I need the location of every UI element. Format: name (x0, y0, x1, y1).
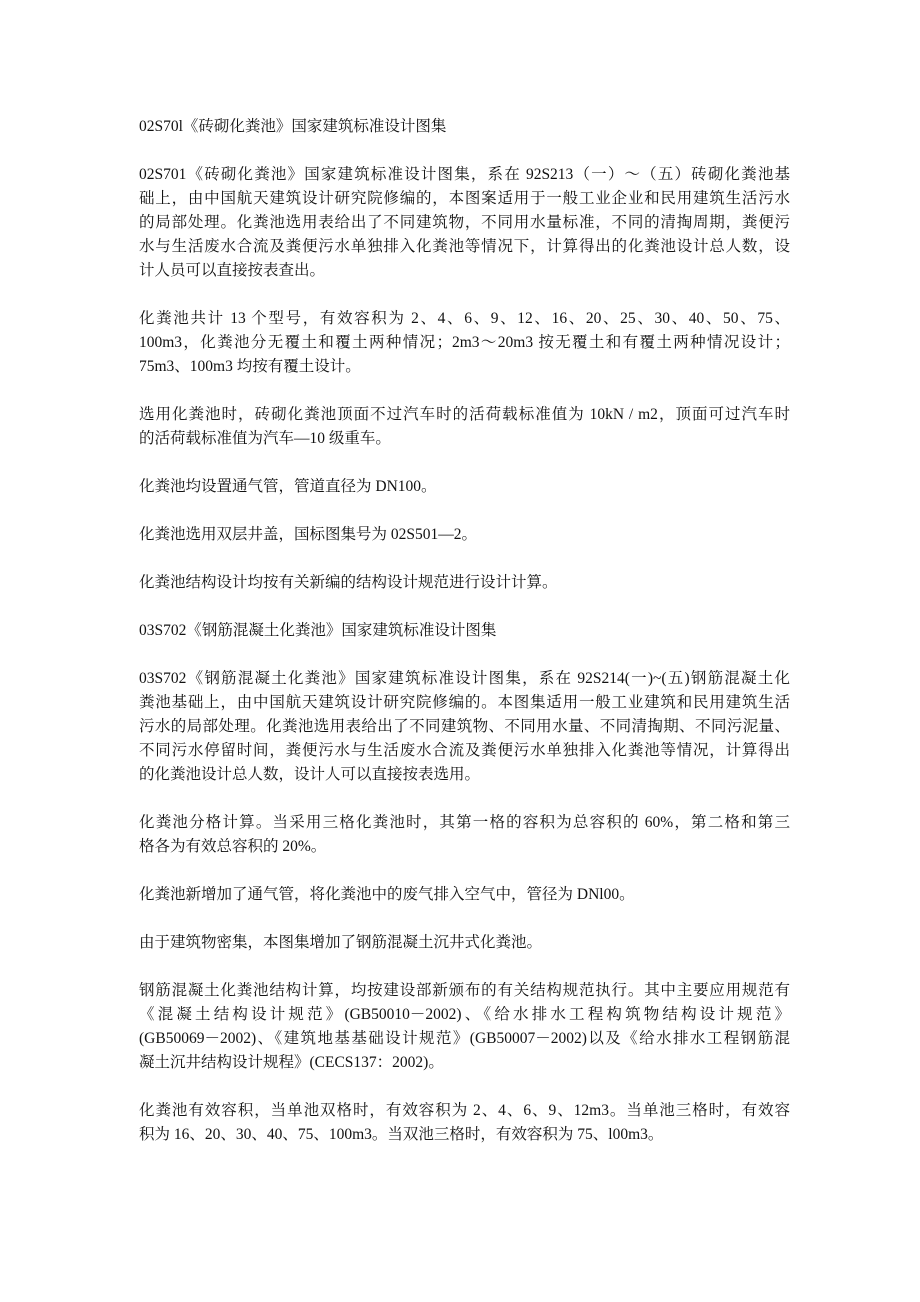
text-line: 化粪池分格计算。当采用三格化粪池时，其第一格的容积为总容积的 60%，第二格和第三 (139, 814, 790, 831)
section-heading (139, 619, 790, 643)
text-line: 03S702《钢筋混凝土化粪池》国家建筑标准设计图集，系在 92S214(一)~(五)钢筋混凝土化 (139, 670, 790, 687)
text-line: 粪池基础上，由中国航天建筑设计研究院修编的。本图集适用一般工业建筑和民用建筑生活 (139, 694, 790, 711)
text-line: 的局部处理。化粪池选用表给出了不同建筑物，不同用水量标准，不同的清掏周期，粪便污 (139, 214, 790, 231)
text-line: 03S702《钢筋混凝土化粪池》国家建筑标准设计图集 (139, 622, 497, 639)
text-line: 凝土沉井结构设计规程》(CECS137：2002)。 (139, 1054, 444, 1071)
paragraph (139, 1099, 790, 1147)
text-line: (GB50069－2002)、《建筑地基基础设计规范》(GB50007－2002)以及《给水排水工程钢筋混 (139, 1030, 790, 1047)
text-line: 水与生活废水合流及粪便污水单独排入化粪池等情况下，计算得出的化粪池设计总人数，设 (139, 238, 790, 255)
text-line: 02S70l《砖砌化粪池》国家建筑标准设计图集 (139, 118, 447, 135)
text-line: 《混凝土结构设计规范》(GB50010－2002)、《给水排水工程构筑物结构设计规范》 (139, 1006, 790, 1023)
paragraph (139, 163, 790, 283)
section-heading (139, 115, 790, 139)
text-line: 化粪池新增加了通气管，将化粪池中的废气排入空气中，管径为 DNl00。 (139, 886, 635, 903)
text-line: 的化粪池设计总人数，设计人可以直接按表选用。 (139, 766, 481, 783)
text-line: 化粪池选用双层井盖，国标图集号为 02S501—2。 (139, 526, 477, 543)
text-line: 污水的局部处理。化粪池选用表给出了不同建筑物、不同用水量、不同清掏期、不同污泥量、 (139, 718, 790, 735)
paragraph (139, 403, 790, 451)
paragraph (139, 811, 790, 859)
text-line: 75m3、100m3 均按有覆土设计。 (139, 358, 361, 375)
text-line: 化粪池结构设计均按有关新编的结构设计规范进行设计计算。 (139, 574, 558, 591)
text-line: 化粪池均设置通气管，管道直径为 DN100。 (139, 478, 437, 495)
text-line: 础上，由中国航天建筑设计研究院修编的，本图案适用于一般工业企业和民用建筑生活污水 (139, 190, 790, 207)
text-line: 计人员可以直接按表查出。 (139, 262, 326, 279)
text-line: 化粪池共计 13 个型号，有效容积为 2、4、6、9、12、16、20、25、30、40、50、75、 (139, 310, 790, 327)
paragraph (139, 475, 790, 499)
text-line: 由于建筑物密集，本图集增加了钢筋混凝土沉井式化粪池。 (139, 934, 543, 951)
text-line: 02S701《砖砌化粪池》国家建筑标准设计图集，系在 92S213（一）～（五）砖砌化粪池基 (139, 166, 790, 183)
paragraph (139, 883, 790, 907)
paragraph (139, 667, 790, 787)
text-line: 化粪池有效容积，当单池双格时，有效容积为 2、4、6、9、12m3。当单池三格时，有效容 (139, 1102, 790, 1119)
text-line: 的活荷载标准值为汽车—10 级重车。 (139, 430, 391, 447)
text-line: 钢筋混凝土化粪池结构计算，均按建设部新颁布的有关结构规范执行。其中主要应用规范有 (139, 982, 790, 999)
text-line: 积为 16、20、30、40、75、100m3。当双池三格时，有效容积为 75、l00m3。 (139, 1126, 664, 1143)
document-body (139, 115, 790, 1171)
paragraph (139, 571, 790, 595)
text-line: 不同污水停留时间，粪便污水与生活废水合流及粪便污水单独排入化粪池等情况，计算得出 (139, 742, 790, 759)
paragraph (139, 307, 790, 379)
paragraph (139, 931, 790, 955)
text-line: 选用化粪池时，砖砌化粪池顶面不过汽车时的活荷载标准值为 10kN / m2，顶面可过汽车时 (139, 406, 790, 423)
text-line: 格各为有效总容积的 20%。 (139, 838, 327, 855)
paragraph (139, 979, 790, 1075)
paragraph (139, 523, 790, 547)
text-line: 100m3，化粪池分无覆土和覆土两种情况；2m3～20m3 按无覆土和有覆土两种情况设计； (139, 334, 790, 351)
